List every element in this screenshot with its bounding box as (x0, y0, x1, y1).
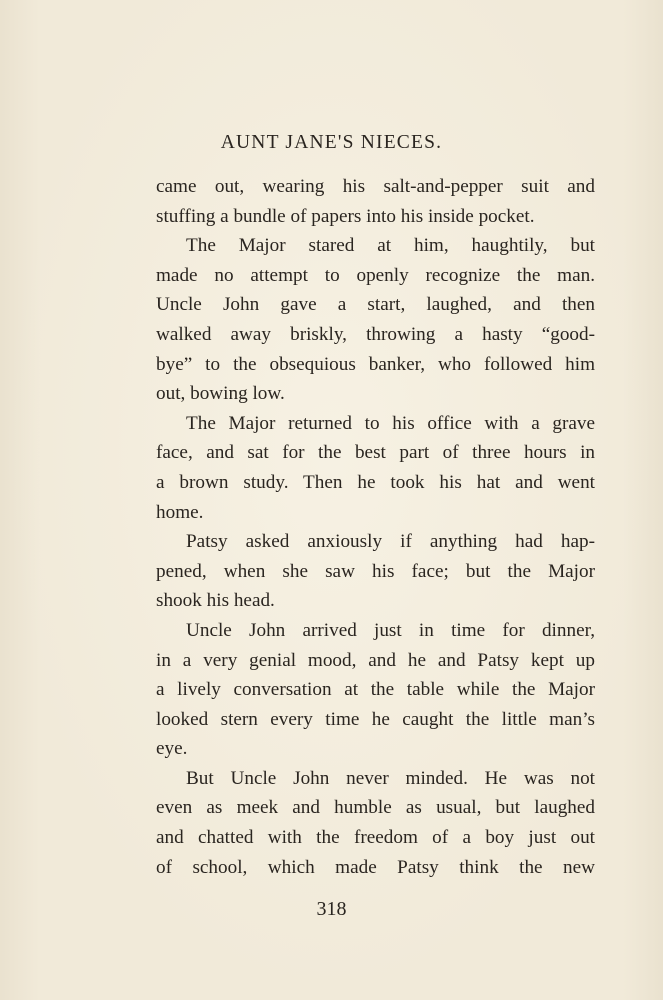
text-line: But Uncle John never minded. He was not (186, 767, 595, 789)
text-line: a lively conversation at the table while the Major (156, 679, 595, 701)
running-head: AUNT JANE'S NIECES. (220, 132, 443, 153)
text-line: The Major stared at him, haughtily, but (186, 235, 595, 257)
text-line: and chatted with the freedom of a boy just out (156, 827, 595, 849)
text-line: even as meek and humble as usual, but laughed (156, 797, 595, 819)
text-line: pened, when she saw his face; but the Major (156, 560, 595, 582)
text-line: made no attempt to openly recognize the man. (156, 264, 595, 286)
text-line: bye” to the obsequious banker, who followed him (156, 353, 595, 375)
text-line: Uncle John arrived just in time for dinner, (186, 619, 595, 641)
text-line: home. (156, 501, 204, 523)
page-number: 318 (316, 898, 347, 920)
text-line: looked stern every time he caught the little man’s (156, 708, 595, 730)
text-line: The Major returned to his office with a grave (186, 412, 595, 434)
text-line: walked away briskly, throwing a hasty “good- (156, 323, 595, 345)
text-line: face, and sat for the best part of three hours in (156, 442, 595, 464)
text-line: Uncle John gave a start, laughed, and then (156, 294, 595, 316)
text-line: eye. (156, 738, 188, 760)
text-line: a brown study. Then he took his hat and went (156, 471, 595, 493)
text-line: stuffing a bundle of papers into his inside pocket. (156, 205, 535, 227)
text-line: Patsy asked anxiously if anything had hap- (186, 531, 595, 553)
text-line: of school, which made Patsy think the new (156, 856, 595, 878)
text-line: in a very genial mood, and he and Patsy kept up (156, 649, 595, 671)
text-line: shook his head. (156, 590, 275, 612)
text-line: came out, wearing his salt-and-pepper suit and (156, 176, 595, 197)
text-line: out, bowing low. (156, 383, 285, 405)
body-text (156, 172, 595, 882)
